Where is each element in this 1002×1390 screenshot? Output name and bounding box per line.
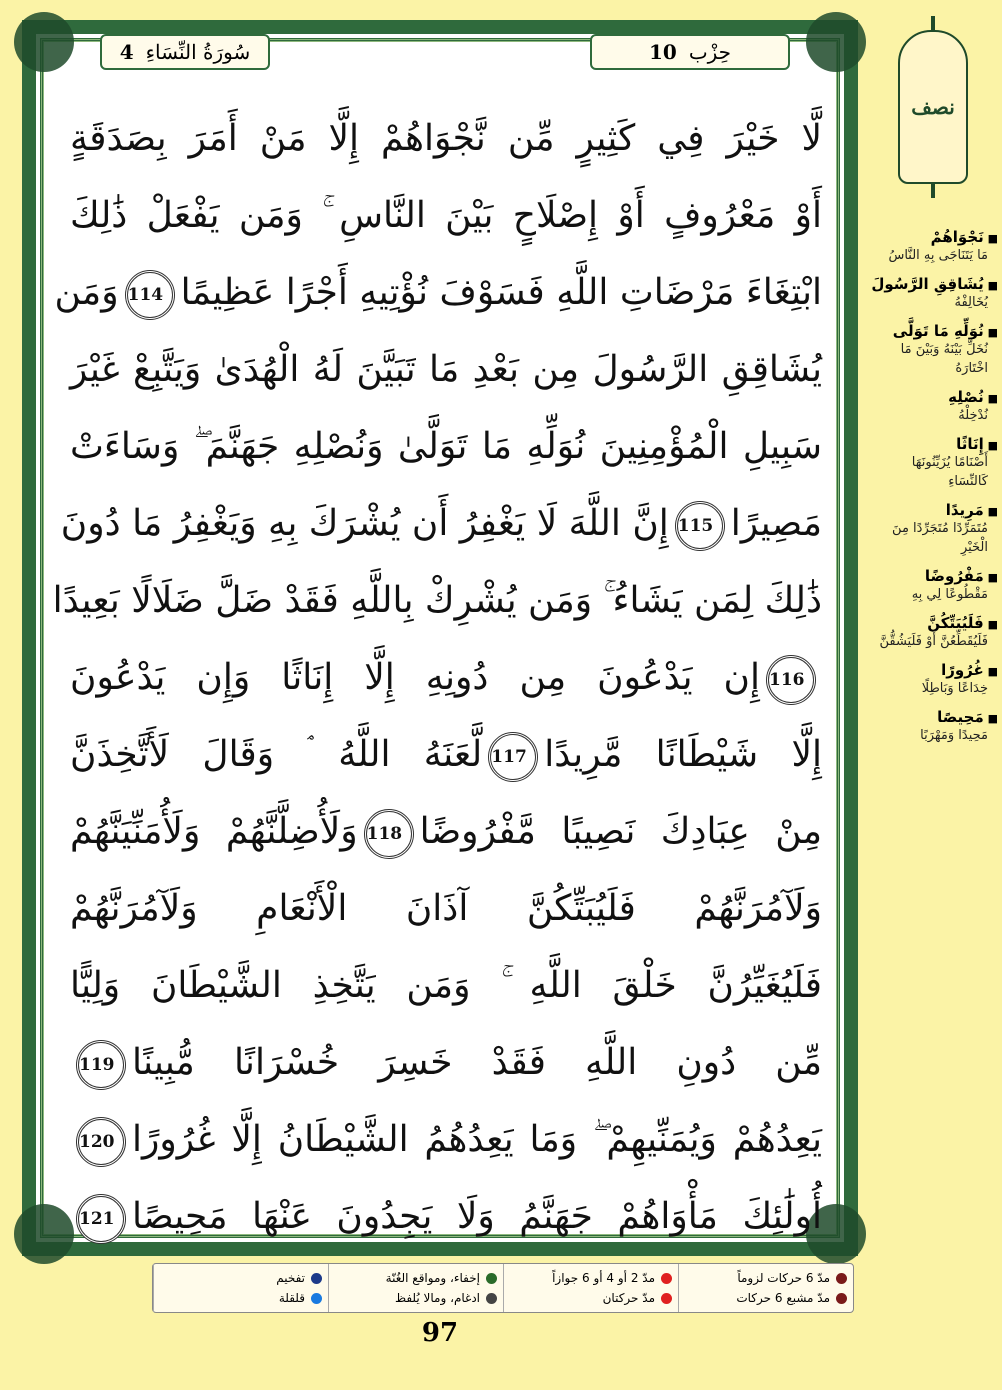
color-dot-icon (836, 1273, 847, 1284)
glossary-entry (868, 614, 998, 651)
legend-column (503, 1264, 678, 1312)
text-line (54, 254, 822, 331)
verse-text: لَّا خَيْرَ فِي كَثِيرٍ مِّن نَّجْوَاهُمْ إِلَّا مَنْ أَمَرَ بِصَدَقَةٍ (70, 118, 822, 159)
legend-column (678, 1264, 853, 1312)
legend-label: ادغام، ومالا يُلفظ (394, 1291, 480, 1305)
text-line (70, 716, 822, 793)
glossary-term: ■ نُصْلِهِ (868, 388, 998, 406)
glossary-term: ■ نُوَلِّهِ مَا تَوَلَّى (868, 322, 998, 340)
legend-column (153, 1264, 328, 1312)
ornament-bottom-left (14, 1204, 74, 1264)
glossary-definition: نُخَلِّ بَيْنَهُ وَبَيْنَ مَا اخْتَارَهُ (900, 342, 988, 376)
glossary-definition: مَحِيدًا وَمَهْرَبًا (920, 728, 988, 743)
text-line (70, 947, 822, 1024)
glossary-term: ■ نَجْوَاهُمْ (868, 228, 998, 246)
verse-text: وَلَأُضِلَّنَّهُمْ وَلَأُمَنِّيَنَّهُمْ (70, 811, 358, 852)
verse-text: أَوْ مَعْرُوفٍ أَوْ إِصْلَاحٍ بَيْنَ النَّاسِ ۚ وَمَن يَفْعَلْ ذَٰلِكَ (70, 195, 822, 236)
color-dot-icon (486, 1273, 497, 1284)
glossary-entry (868, 501, 998, 557)
text-line (70, 1101, 822, 1178)
text-line (70, 100, 822, 177)
surah-number: 4 (119, 40, 134, 64)
text-line (60, 485, 822, 562)
ayah-number-marker: 115 (675, 501, 725, 551)
glossary-definition: خِدَاعًا وَبَاطِلًا (921, 681, 988, 696)
verse-text: سَبِيلِ الْمُؤْمِنِينَ نُوَلِّهِ مَا تَوَلَّىٰ وَنُصْلِهِ جَهَنَّمَ ۖ وَسَاءَتْ (70, 426, 822, 467)
text-line (70, 870, 822, 947)
glossary-term: ■ غُرُورًا (868, 661, 998, 679)
hizb-label: حِزْب (688, 40, 732, 64)
glossary-definition: مَقْطُوعًا لِي بِهِ (911, 587, 988, 602)
text-line (70, 639, 822, 716)
ayah-number-marker: 117 (488, 732, 538, 782)
ornament-top-right (806, 12, 866, 72)
verse-text: وَلَآمُرَنَّهُمْ فَلَيُبَتِّكُنَّ آذَانَ الْأَنْعَامِ وَلَآمُرَنَّهُمْ (70, 888, 822, 929)
color-dot-icon (836, 1293, 847, 1304)
hizb-header (590, 34, 790, 70)
hizb-number: 10 (648, 40, 677, 64)
legend-item (335, 1288, 497, 1308)
verse-text: مَصِيرًا (730, 503, 822, 544)
color-dot-icon (311, 1293, 322, 1304)
verse-text: إِنَّ اللَّهَ لَا يَغْفِرُ أَن يُشْرَكَ بِهِ وَيَغْفِرُ مَا دُونَ (60, 503, 669, 544)
verse-text: إِلَّا شَيْطَانًا مَّرِيدًا (544, 734, 822, 775)
quran-text (52, 100, 822, 1237)
text-line (52, 562, 822, 639)
verse-text: فَلَيُغَيِّرُنَّ خَلْقَ اللَّهِ ۚ وَمَن يَتَّخِذِ الشَّيْطَانَ وَلِيًّا (70, 965, 822, 1006)
glossary-definition: نُدْخِلْهُ (958, 408, 988, 423)
legend-label: مدّ 2 أو 4 أو 6 جوازاً (552, 1271, 655, 1285)
verse-text: لَّعَنَهُ اللَّهُ ۘ وَقَالَ لَأَتَّخِذَنَّ (70, 734, 483, 775)
glossary-term: ■ فَلَيُبَتِّكُنَّ (868, 614, 998, 632)
verse-text: يُشَاقِقِ الرَّسُولَ مِن بَعْدِ مَا تَبَيَّنَ لَهُ الْهُدَىٰ وَيَتَّبِعْ غَيْرَ (70, 349, 822, 390)
verse-text: مِّن دُونِ اللَّهِ فَقَدْ خَسِرَ خُسْرَانًا مُّبِينًا (132, 1042, 822, 1083)
glossary-entry (868, 388, 998, 425)
text-line (70, 1024, 822, 1101)
glossary-entry (868, 228, 998, 265)
ornament-top-left (14, 12, 74, 72)
surah-header (100, 34, 270, 70)
legend-label: قلقلة (278, 1291, 305, 1305)
verse-text: يَعِدُهُمْ وَيُمَنِّيهِمْ ۖ وَمَا يَعِدُهُمُ الشَّيْطَانُ إِلَّا غُرُورًا (132, 1119, 822, 1160)
margin-sidebar (868, 30, 998, 1250)
text-line (70, 177, 822, 254)
verse-text: أُولَٰئِكَ مَأْوَاهُمْ جَهَنَّمُ وَلَا يَجِدُونَ عَنْهَا مَحِيصًا (132, 1196, 822, 1237)
color-dot-icon (311, 1273, 322, 1284)
ayah-number-marker: 120 (76, 1117, 126, 1167)
legend-column (328, 1264, 503, 1312)
verse-text: مِنْ عِبَادِكَ نَصِيبًا مَّفْرُوضًا (419, 811, 822, 852)
verse-text: وَمَن (54, 272, 119, 313)
tajweed-legend (152, 1263, 854, 1313)
ayah-number-marker: 119 (76, 1040, 126, 1090)
ayah-number-marker: 121 (76, 1194, 126, 1244)
legend-item (685, 1288, 847, 1308)
glossary-list (868, 228, 998, 745)
legend-label: تفخيم (276, 1271, 305, 1285)
glossary-definition: فَلَيُقَطِّعُنَّ أَوْ فَلَيَشُقُّنَّ (879, 634, 988, 649)
glossary-term: ■ مَرِيدًا (868, 501, 998, 519)
nisf-label: نصف (911, 95, 955, 119)
glossary-entry (868, 567, 998, 604)
legend-item (510, 1288, 672, 1308)
ayah-number-marker: 118 (364, 809, 414, 859)
glossary-definition: مُتَمَرِّدًا مُتَجَرِّدًا مِنَ الْخَيْرِ (892, 521, 988, 555)
glossary-entry (868, 661, 998, 698)
legend-item (160, 1288, 322, 1308)
legend-item (160, 1268, 322, 1288)
legend-label: مدّ 6 حركات لزوماً (737, 1271, 830, 1285)
ayah-number-marker: 114 (125, 270, 175, 320)
surah-name: سُورَةُ النِّسَاءِ (145, 40, 251, 64)
legend-label: إخفاء، ومواقع الغُنّة (385, 1271, 480, 1285)
glossary-entry (868, 435, 998, 491)
glossary-term: ■ يُشَاقِقِ الرَّسُولَ (868, 275, 998, 293)
page-number: 97 (421, 1318, 459, 1348)
text-line (70, 331, 822, 408)
glossary-definition: مَا يَتَنَاجَى بِهِ النَّاسُ (888, 248, 988, 263)
legend-label: مدّ مشبع 6 حركات (736, 1291, 830, 1305)
legend-item (335, 1268, 497, 1288)
glossary-definition: يُخَالِفْهُ (954, 295, 988, 310)
verse-text: إِن يَدْعُونَ مِن دُونِهِ إِلَّا إِنَاثًا وَإِن يَدْعُونَ (70, 657, 760, 698)
glossary-term: ■ مَفْرُوضًا (868, 567, 998, 585)
verse-text: ابْتِغَاءَ مَرْضَاتِ اللَّهِ فَسَوْفَ نُؤْتِيهِ أَجْرًا عَظِيمًا (180, 272, 822, 313)
text-line (70, 408, 822, 485)
glossary-term: ■ إِنَاثًا (868, 435, 998, 453)
ayah-number-marker: 116 (766, 655, 816, 705)
color-dot-icon (661, 1273, 672, 1284)
color-dot-icon (486, 1293, 497, 1304)
legend-item (685, 1268, 847, 1288)
glossary-definition: أَصْنَامًا يُزَيِّنُونَهَا كَالنِّسَاءِ (911, 455, 988, 489)
color-dot-icon (661, 1293, 672, 1304)
legend-item (510, 1268, 672, 1288)
text-line (70, 1178, 822, 1255)
verse-text: ذَٰلِكَ لِمَن يَشَاءُ ۚ وَمَن يُشْرِكْ بِاللَّهِ فَقَدْ ضَلَّ ضَلَالًا بَعِيدًا (52, 580, 822, 621)
text-line (70, 793, 822, 870)
nisf-badge (898, 30, 968, 184)
glossary-entry (868, 708, 998, 745)
glossary-entry (868, 322, 998, 378)
glossary-entry (868, 275, 998, 312)
legend-label: مدّ حركتان (602, 1291, 655, 1305)
glossary-term: ■ مَحِيصًا (868, 708, 998, 726)
